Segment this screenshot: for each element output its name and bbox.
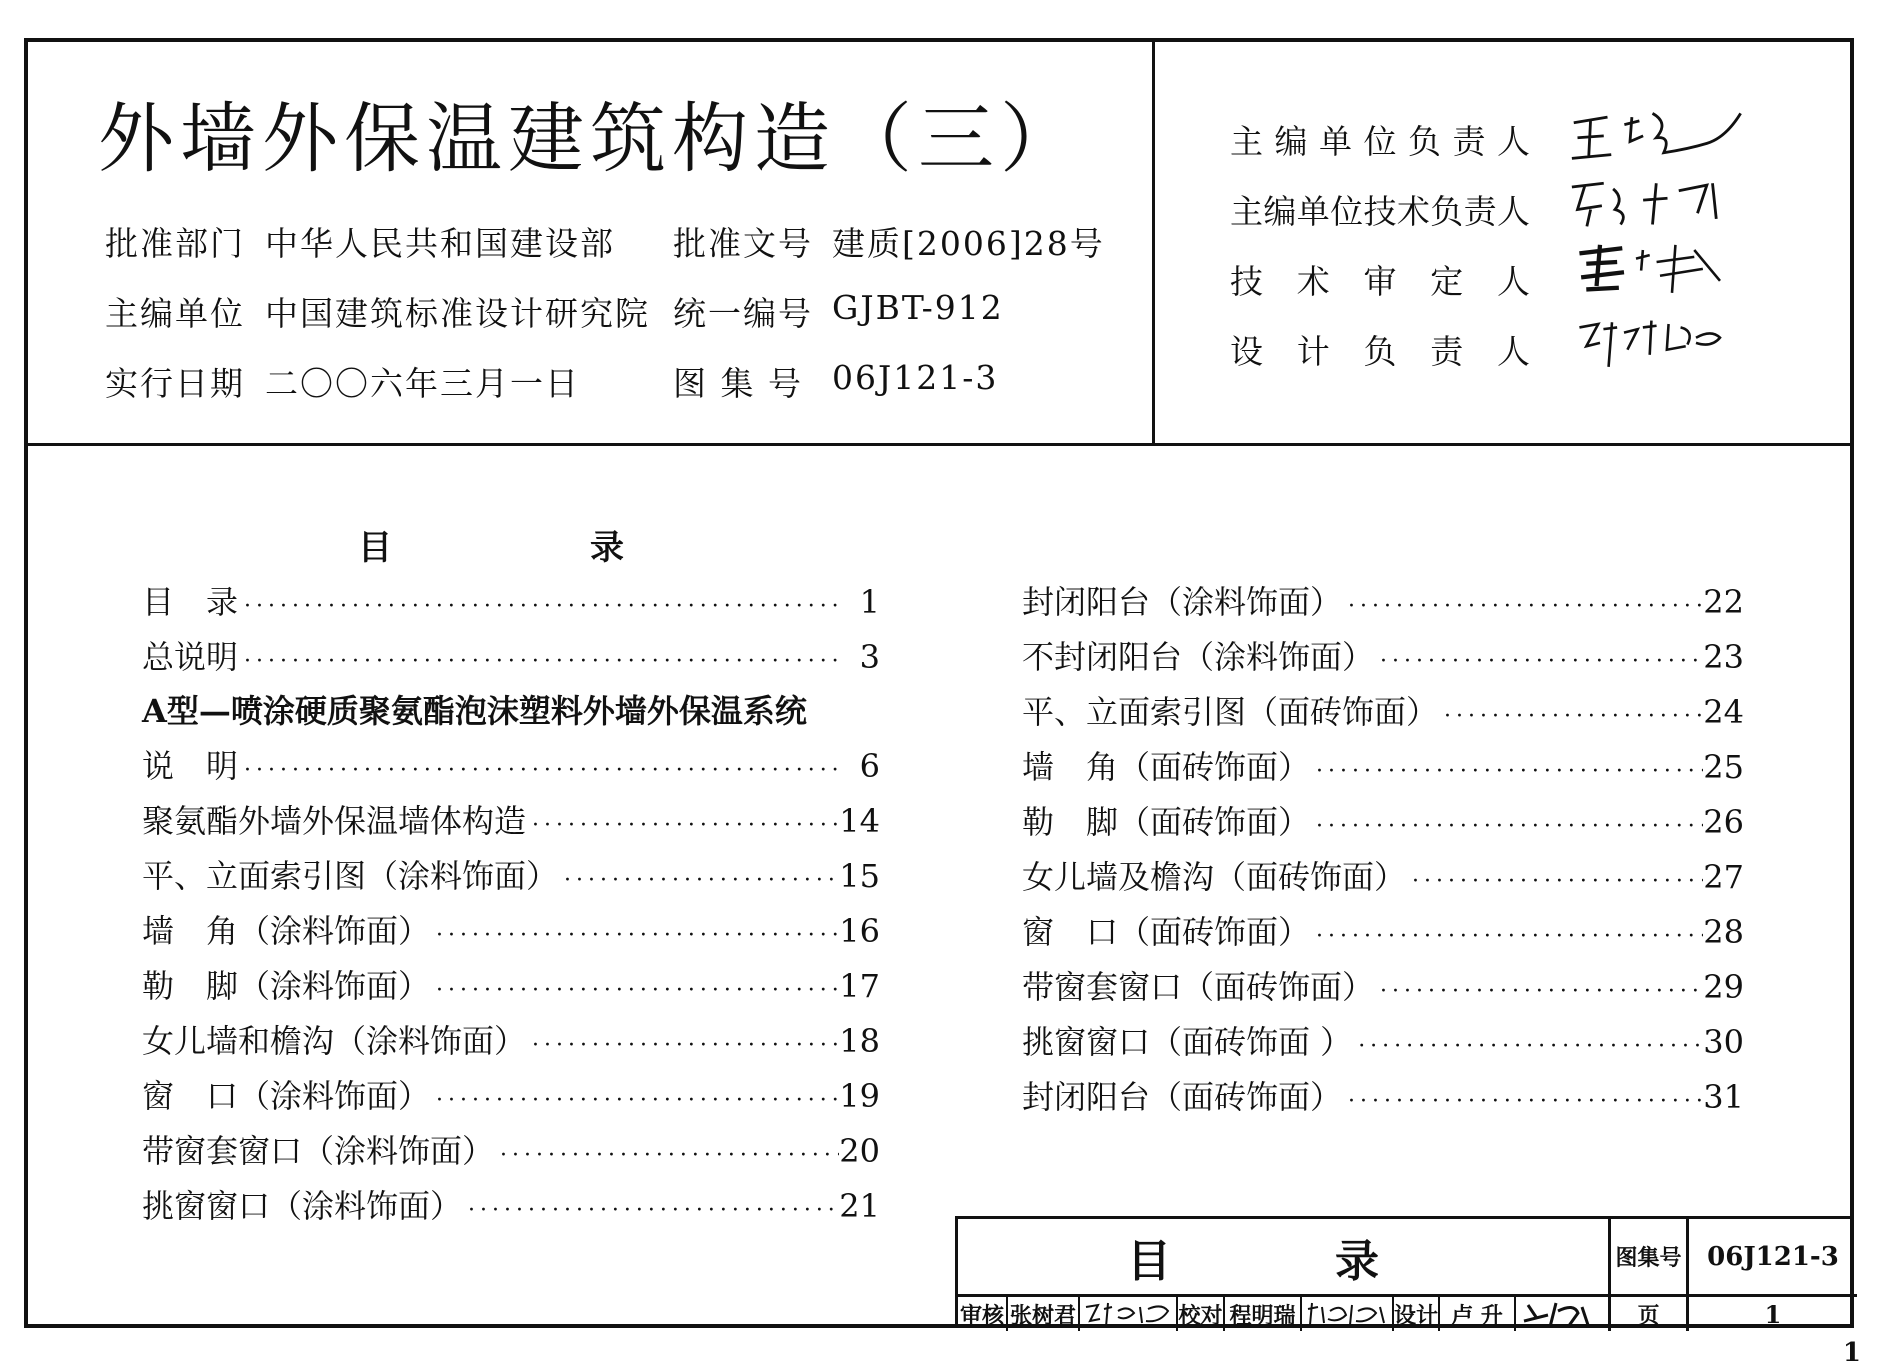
responsible-row: [0, 256, 1879, 306]
toc-entry-page: 15: [839, 857, 880, 895]
toc-entry-page: 24: [1703, 693, 1744, 731]
toc-entry-page: 31: [1703, 1078, 1744, 1116]
toc-entry-label: 挑窗窗口（面砖饰面 ）: [1022, 1023, 1353, 1061]
title-block-title: 目 录: [1127, 1235, 1439, 1287]
unified-no-label: 统一编号: [673, 294, 813, 333]
signature-image: [1560, 238, 1760, 298]
signature-image: [1560, 104, 1760, 164]
leader-dots: [1310, 924, 1703, 949]
toc-entry-page: 21: [839, 1187, 880, 1225]
title-block-rule: [1078, 1297, 1080, 1331]
review-label: 审核: [959, 1302, 1004, 1329]
toc-entry-label: 墙 角（涂料饰面）: [142, 912, 431, 950]
approval-no-value: 建质[2006]28号: [832, 224, 1105, 263]
page-value: 1: [1764, 1299, 1782, 1329]
toc-entry[interactable]: [142, 1181, 880, 1227]
toc-entry-label: 墙 角（面砖饰面）: [1022, 748, 1311, 786]
toc-entry[interactable]: [142, 632, 880, 678]
leader-dots: [1374, 649, 1703, 674]
toc-entry-label: 女儿墙和檐沟（涂料饰面）: [142, 1022, 527, 1060]
toc-entry-label: 窗 口（面砖饰面）: [1022, 913, 1311, 951]
reviewer-signature: [1082, 1299, 1174, 1329]
editor-unit-label: 主编单位: [105, 294, 245, 333]
checker-name: 程明瑞: [1229, 1302, 1296, 1329]
leader-dots: [430, 1088, 839, 1113]
toc-entry-label: 封闭阳台（面砖饰面）: [1022, 1078, 1343, 1116]
toc-entry-page: 17: [839, 967, 880, 1005]
leader-dots: [526, 1033, 839, 1058]
toc-entry-page: 18: [839, 1022, 880, 1060]
responsible-row: [0, 326, 1879, 376]
toc-entry[interactable]: [142, 906, 880, 952]
effective-date-value: 二〇〇六年三月一日: [265, 364, 580, 403]
atlas-no-value: 06J121-3: [1707, 1241, 1839, 1272]
toc-entry[interactable]: [142, 1016, 880, 1062]
leader-dots: [1438, 704, 1703, 729]
atlas-no-label: 图集号: [1615, 1245, 1682, 1271]
atlas-no-label: 图 集 号: [673, 364, 803, 403]
toc-entry[interactable]: [1022, 1017, 1744, 1063]
designer-signature: [1518, 1297, 1606, 1331]
toc-entry-page: 30: [1703, 1023, 1744, 1061]
title-block: [955, 1216, 1854, 1328]
toc-entry-label: 不封闭阳台（涂料饰面）: [1022, 638, 1375, 676]
toc-entry[interactable]: [1022, 632, 1744, 678]
toc-entry-page: 29: [1703, 968, 1744, 1006]
leader-dots: [1310, 759, 1703, 784]
toc-entry-label: 平、立面索引图（面砖饰面）: [1022, 693, 1439, 731]
responsible-label: 主编单位负责人: [1230, 122, 1530, 161]
toc-entry-page: 19: [839, 1077, 880, 1115]
leader-dots: [1342, 594, 1703, 619]
leader-dots: [1310, 814, 1703, 839]
toc-entry-page: 28: [1703, 913, 1744, 951]
toc-entry[interactable]: [142, 851, 880, 897]
toc-entry-page: 3: [859, 638, 880, 676]
toc-entry[interactable]: [142, 961, 880, 1007]
responsible-label: 技术审定人: [1230, 262, 1530, 301]
toc-entry-label: 勒 脚（涂料饰面）: [142, 967, 431, 1005]
toc-entry-page: 22: [1703, 583, 1744, 621]
leader-dots: [1406, 869, 1703, 894]
toc-entry[interactable]: [142, 1126, 880, 1172]
toc-section-heading: A型—喷涂硬质聚氨酯泡沫塑料外墙外保温系统: [142, 692, 807, 730]
toc-entry-page: 23: [1703, 638, 1744, 676]
designer-name: 卢 升: [1451, 1302, 1503, 1329]
toc-entry[interactable]: [1022, 687, 1744, 733]
toc-heading-left: 目: [358, 528, 392, 568]
toc-entry[interactable]: [142, 741, 880, 787]
corner-page-number: 1: [1842, 1338, 1861, 1368]
toc-entry[interactable]: [142, 796, 880, 842]
responsible-row: [0, 116, 1879, 166]
effective-date-label: 实行日期: [105, 364, 245, 403]
toc-entry-label: 带窗套窗口（涂料饰面）: [142, 1132, 495, 1170]
toc-entry-label: 聚氨酯外墙外保温墙体构造: [142, 802, 527, 840]
check-label: 校对: [1178, 1302, 1223, 1329]
leader-dots: [1374, 979, 1703, 1004]
toc-entry-page: 25: [1703, 748, 1744, 786]
toc-entry-page: 6: [859, 747, 880, 785]
toc-entry-label: 挑窗窗口（涂料饰面）: [142, 1187, 463, 1225]
approval-dept-label: 批准部门: [105, 224, 245, 263]
toc-entry[interactable]: [142, 1071, 880, 1117]
toc-entry[interactable]: [1022, 742, 1744, 788]
toc-entry[interactable]: [1022, 962, 1744, 1008]
toc-entry-page: 16: [839, 912, 880, 950]
toc-entry[interactable]: [142, 577, 880, 623]
responsible-label: 主编单位技术负责人: [1230, 192, 1530, 231]
approval-no-label: 批准文号: [673, 224, 813, 263]
editor-unit-value: 中国建筑标准设计研究院: [265, 294, 650, 333]
leader-dots: [494, 1143, 839, 1168]
leader-dots: [430, 923, 839, 948]
signature-image: [1560, 172, 1760, 232]
leader-dots: [1352, 1034, 1703, 1059]
toc-entry-page: 20: [839, 1132, 880, 1170]
toc-entry[interactable]: [1022, 797, 1744, 843]
leader-dots: [526, 813, 839, 838]
responsible-row: [0, 186, 1879, 236]
toc-entry[interactable]: [1022, 1072, 1744, 1118]
leader-dots: [430, 978, 839, 1003]
toc-entry[interactable]: [1022, 577, 1744, 623]
toc-entry[interactable]: [1022, 852, 1744, 898]
atlas-title: 外墙外保温建筑构造（三）: [98, 94, 1082, 183]
design-label: 设计: [1394, 1302, 1439, 1329]
leader-dots: [462, 1198, 839, 1223]
header-vertical-divider: [1152, 38, 1155, 445]
toc-entry-label: 说 明: [142, 747, 239, 785]
leader-dots: [558, 868, 839, 893]
toc-entry-label: 封闭阳台（涂料饰面）: [1022, 583, 1343, 621]
leader-dots: [238, 758, 840, 783]
approval-dept-value: 中华人民共和国建设部: [265, 224, 615, 263]
toc-entry-page: 26: [1703, 803, 1744, 841]
title-block-rule: [1514, 1297, 1516, 1331]
responsible-label: 设计负责人: [1230, 332, 1530, 371]
toc-entry-label: 总说明: [142, 638, 239, 676]
leader-dots: [238, 649, 840, 674]
toc-entry-label: 目 录: [142, 583, 239, 621]
toc-entry-label: 女儿墙及檐沟（面砖饰面）: [1022, 858, 1407, 896]
header-divider: [24, 443, 1854, 446]
page-label: 页: [1637, 1302, 1660, 1329]
toc-entry-label: 平、立面索引图（涂料饰面）: [142, 857, 559, 895]
toc-heading-right: 录: [590, 528, 624, 568]
toc-entry-label: 勒 脚（面砖饰面）: [1022, 803, 1311, 841]
signature-image: [1560, 312, 1760, 372]
toc-entry[interactable]: [1022, 907, 1744, 953]
toc-entry-label: 带窗套窗口（面砖饰面）: [1022, 968, 1375, 1006]
toc-entry-page: 14: [839, 802, 880, 840]
reviewer-name: 张树君: [1009, 1302, 1076, 1329]
toc-entry-page: 27: [1703, 858, 1744, 896]
checker-signature: [1304, 1299, 1390, 1329]
toc-entry-page: 1: [859, 583, 880, 621]
leader-dots: [1342, 1089, 1703, 1114]
toc-entry-label: 窗 口（涂料饰面）: [142, 1077, 431, 1115]
leader-dots: [238, 594, 840, 619]
title-block-rule: [1300, 1297, 1302, 1331]
atlas-no-value: 06J121-3: [832, 358, 999, 397]
unified-no-value: GJBT-912: [832, 288, 1004, 327]
